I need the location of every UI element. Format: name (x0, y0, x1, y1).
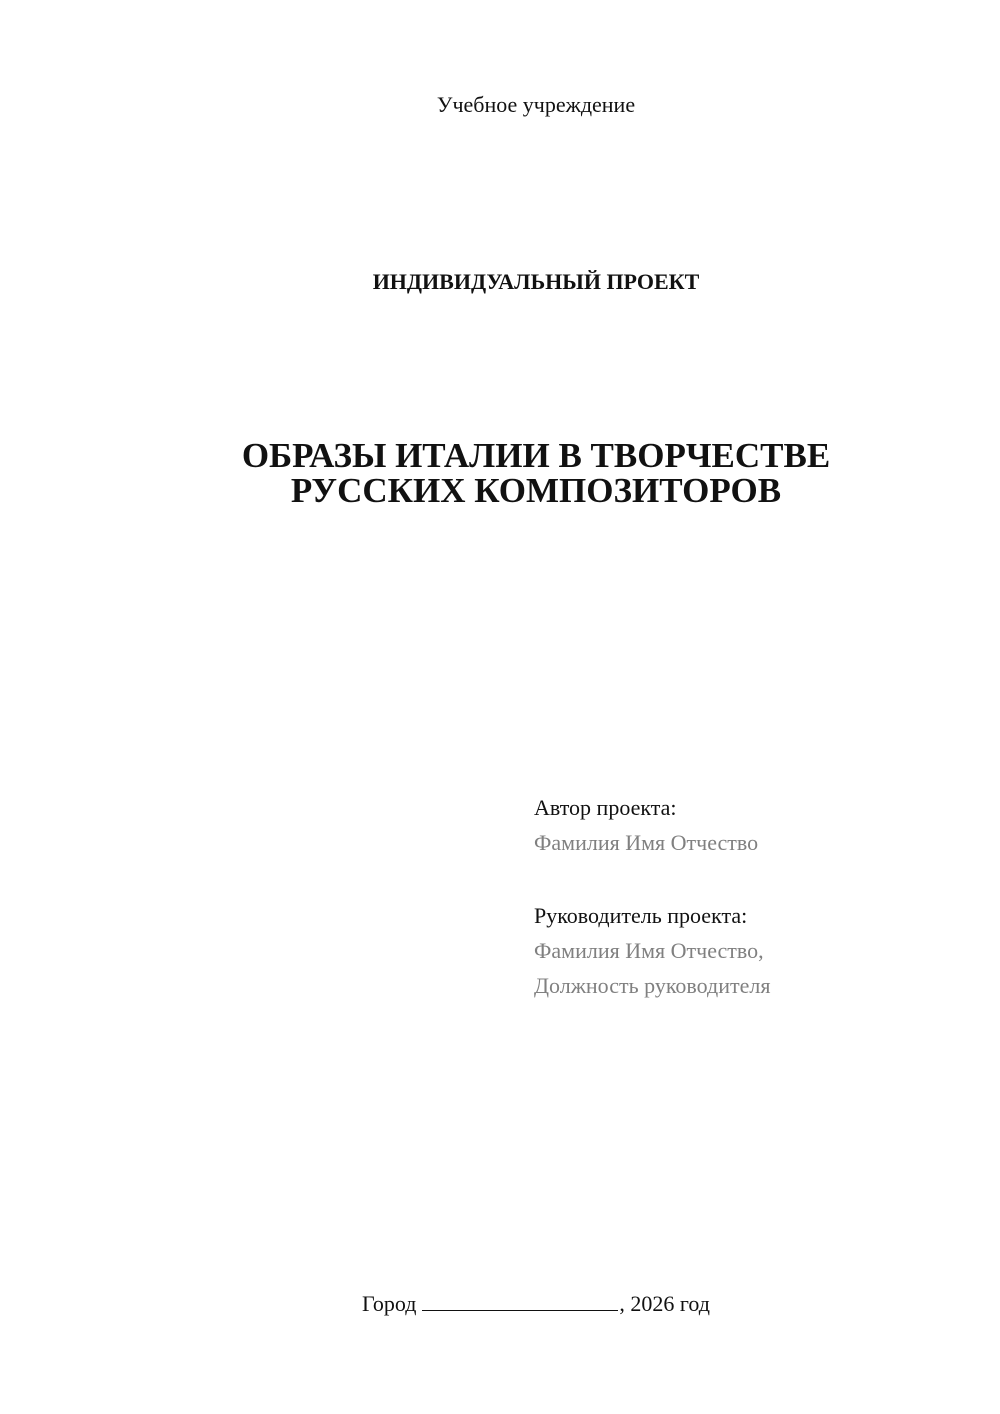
supervisor-label: Руководитель проекта: (534, 903, 748, 928)
institution-name: Учебное учреждение (436, 92, 636, 117)
project-title-line-1: ОБРАЗЫ ИТАЛИИ В ТВОРЧЕСТВЕ (241, 436, 831, 475)
document-type: ИНДИВИДУАЛЬНЫЙ ПРОЕКТ (372, 269, 700, 294)
city-year-line (0, 1290, 1000, 1318)
spacer (534, 860, 770, 898)
author-label: Автор проекта: (534, 795, 677, 820)
supervisor-position-placeholder: Должность руководителя (534, 973, 771, 998)
city-blank-line (422, 1290, 618, 1311)
authorship-block (534, 790, 770, 1003)
supervisor-name-placeholder: Фамилия Имя Отчество, (534, 938, 764, 963)
project-title (0, 438, 1000, 508)
city-label: Город (362, 1291, 417, 1316)
project-title-line-2: РУССКИХ КОМПОЗИТОРОВ (290, 471, 782, 510)
year-text: , 2026 год (619, 1291, 710, 1316)
author-name-placeholder: Фамилия Имя Отчество (534, 830, 759, 855)
